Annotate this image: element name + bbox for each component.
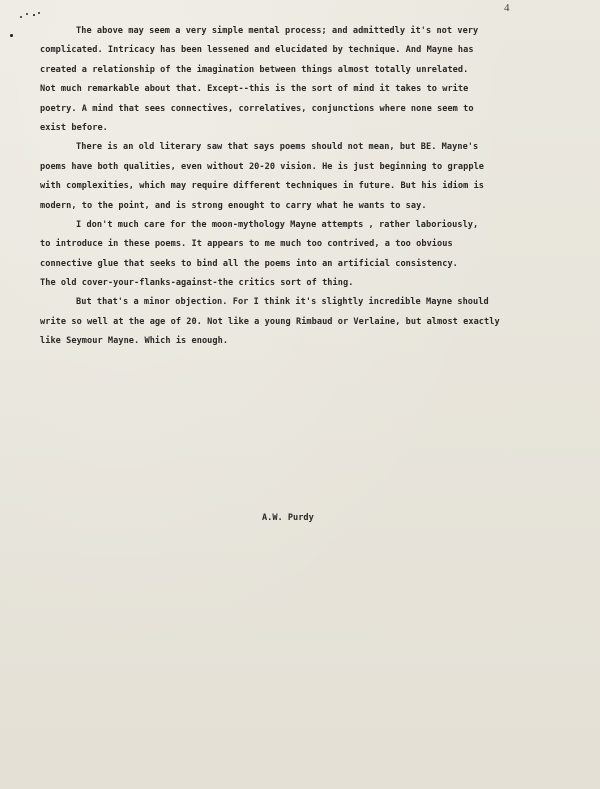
text-line: with complexities, which may require different techniques in future. But his idiom is — [40, 181, 485, 192]
text-line: complicated. Intricacy has been lessened and elucidated by technique. And Mayne has — [40, 45, 474, 56]
text-line: But that's a minor objection. For I think it's slightly incredible Mayne should — [76, 297, 489, 308]
text-line: modern, to the point, and is strong enought to carry what he wants to say. — [40, 200, 427, 211]
text-line: like Seymour Mayne. Which is enough. — [40, 336, 229, 347]
page-number: 4 — [504, 2, 510, 14]
text-line: exist before. — [40, 122, 108, 133]
text-line: write so well at the age of 20. Not like a young Rimbaud or Verlaine, but almost exactly — [40, 316, 500, 327]
text-line: I don't much care for the moon-mythology Mayne attempts , rather laboriously, — [76, 219, 479, 230]
text-line: connective glue that seeks to bind all the poems into an artificial consistency. — [40, 258, 458, 269]
text-line: to introduce in these poems. It appears to me much too contrived, a too obvious — [40, 239, 453, 250]
text-line: poetry. A mind that sees connectives, correlatives, conjunctions where none seem to — [40, 103, 474, 114]
text-line: poems have both qualities, even without 20-20 vision. He is just beginning to grapple — [40, 161, 485, 172]
text-line: created a relationship of the imagination between things almost totally unrelated. — [40, 64, 469, 75]
text-line: Not much remarkable about that. Except--this is the sort of mind it takes to write — [40, 84, 469, 95]
text-line: The above may seem a very simple mental process; and admittedly it's not very — [76, 26, 479, 36]
body-text — [40, 22, 580, 352]
text-line: There is an old literary saw that says poems should not mean, but BE. Mayne's — [76, 142, 479, 153]
text-line: The old cover-your-flanks-against-the critics sort of thing. — [40, 278, 354, 289]
signature: A.W. Purdy — [262, 513, 314, 523]
